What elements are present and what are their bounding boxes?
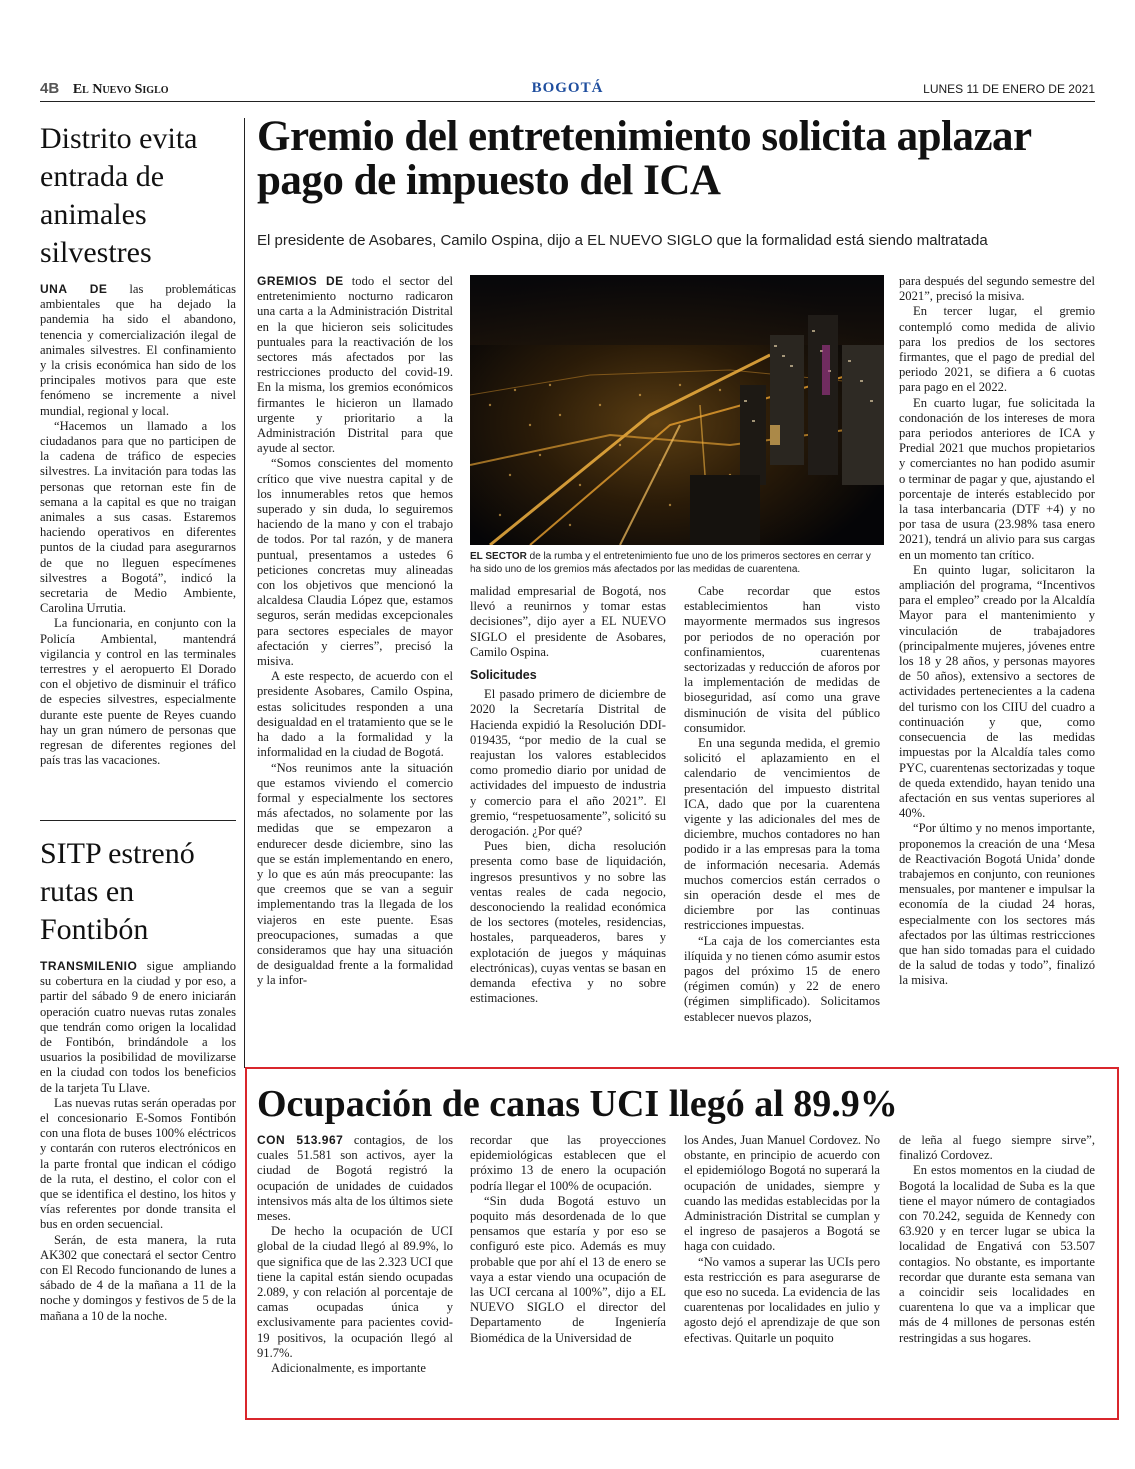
section-name: BOGOTÁ bbox=[531, 80, 604, 96]
main-paragraph: “Nos reunimos ante la situación que estamos viviendo el comercio formal y especialmente los sectores más afectados, no solamente por las medidas que se empezaron a endurecer desde diciembre, sino las que se están implementando en enero, y lo que es aún más preocupante: las que creemos que se van a seguir implementando tras la llegada de los viajeros en este puente. Esas preocupaciones, sumadas a que consideramos que hay una situación de desigualdad frente a la formalidad y la infor- bbox=[257, 760, 453, 988]
main-column-1 bbox=[257, 274, 453, 989]
uci-paragraph: de leña al fuego siempre sirve”, finalizó Cordovez. bbox=[899, 1133, 1095, 1163]
uci-paragraph: recordar que las proyecciones epidemiológicas establecen que el próximo 13 de enero la ocupación podría llegar el 100% de ocupación. bbox=[470, 1133, 666, 1193]
uci-paragraph: Adicionalmente, es importante bbox=[271, 1361, 426, 1376]
lead-in: TRANSMILENIO bbox=[40, 959, 138, 973]
side-story-title: SITP estrenó rutas en Fontibón bbox=[40, 837, 195, 946]
lead-in: GREMIOS DE bbox=[257, 274, 344, 288]
main-paragraph bbox=[257, 274, 453, 456]
issue-date: LUNES 11 DE ENERO DE 2021 bbox=[923, 82, 1095, 96]
side-story-paragraph: La funcionaria, en conjunto con la Policía Ambiental, mantendrá vigilancia y control en las terminales terrestres y el aeropuerto El Dorado con el objetivo de disminuir el tráfico de especies silvestres, especialmente durante este puente de Reyes cuando hay un gran número de personas que regresan de diferentes regiones del país tras las vacaciones. bbox=[40, 616, 236, 768]
uci-paragraph: De hecho la ocupación de UCI global de la ciudad llegó al 89.9%, lo que significa que de las 2.323 UCI que tiene la capital están siendo ocupadas 2.089, y con relación al porcentaje de camas ocupadas única y exclusivamente para pacientes covid-19 positivos, la ocupación llegó al 91.7%. bbox=[257, 1224, 453, 1360]
paragraph-text: todo el sector del entretenimiento nocturno radicaron una carta a la Administración Distrital en la que hicieron seis solicitudes puntuales para la reactivación de los sectores más afectados por las restricciones producto del covid-19. En la misma, los gremios económicos firmantes le hicieron un llamado urgente y prioritario a la Administración Distrital para que ayude al sector. bbox=[257, 274, 453, 456]
page-number: 4B bbox=[40, 80, 60, 97]
uci-column-2 bbox=[470, 1133, 666, 1346]
city-night-photo bbox=[470, 275, 884, 545]
side-story-paragraph: “Hacemos un llamado a los ciudadanos para que no participen de la cadena de tráfico de especies silvestres. La invitación para todas las personas que retornan este fin de semana a la capital es que no traigan animales a sus casas. Estaremos haciendo operativos en diferentes puntos de la ciudad para asegurarnos de que no lleguen especímenes silvestres a Bogotá”, indicó la secretaria de Medio Ambiente, Carolina Urrutia. bbox=[40, 418, 236, 616]
section-divider bbox=[40, 820, 236, 821]
main-paragraph: para después del segundo semestre del 2021”, precisó la misiva. bbox=[899, 274, 1095, 304]
city-night-illustration bbox=[470, 275, 884, 545]
main-column-2 bbox=[470, 584, 666, 1006]
photo-caption bbox=[470, 550, 884, 576]
subhead-solicitudes: Solicitudes bbox=[470, 668, 537, 683]
side-story-paragraph: Serán, de esta manera, la ruta AK302 que conectará el sector Centro con El Recodo funcionando de lunes a sábado de 4 de la mañana a 11 de la noche y domingos y festivos de 5 de la mañana a 10 de la noche. bbox=[40, 1232, 236, 1323]
main-paragraph: El pasado primero de diciembre de 2020 la Secretaría Distrital de Hacienda expidió la Resolución DDI-019435, “por medio de la cual se reajustan los valores establecidos como promedio diario por unidad de actividades del impuesto de industria y comercio para el año 2021”. El gremio, “respetuosamente”, solicitó su derogación. ¿Por qué? bbox=[470, 687, 666, 839]
side-story-animals bbox=[40, 120, 236, 769]
lead-in: UNA DE bbox=[40, 282, 108, 296]
column-divider bbox=[244, 118, 245, 1068]
side-story-title: Distrito evita entrada de animales silvestres bbox=[40, 122, 198, 269]
main-paragraph: En quinto lugar, solicitaron la ampliación del programa, “Incentivos para el empleo” creado por la Alcaldía Mayor para el mantenimiento y vinculación de trabajadores (principalmente mujeres, jóvenes entre los 18 y 28 años, y personas mayores de 50 años), extensivo a sectores de actividades pertenecientes a la cadena del turismo con los CIIU del cuadro a continuación y que, como consecuencia de las medidas impuestas por la Alcaldía tales como PYC, cuarentenas sectorizadas y toque de queda extendido, hayan tenido una afectación en sus ventas superiores al 40%. bbox=[899, 562, 1095, 821]
main-headline: Gremio del entretenimiento solicita aplazar pago de impuesto del ICA bbox=[257, 113, 1031, 204]
main-paragraph: Pues bien, dicha resolución presenta como base de liquidación, ingresos presuntivos y no sobre las ventas reales de cada negocio, desconociendo la realidad económica de los sectores (moteles, residencias, hostales, parqueaderos, bares y explotación de juegos y máquinas electrónicas), cuyas ventas se basan en demanda efectiva y no sobre estimaciones. bbox=[470, 839, 666, 1006]
main-subheadline: El presidente de Asobares, Camilo Ospina, dijo a EL NUEVO SIGLO que la formalidad está siendo maltratada bbox=[257, 232, 988, 249]
paragraph-text: contagios, de los cuales 51.581 son activos, ayer la ciudad de Bogotá registró la ocupación de unidades de cuidados intensivos más alta de los últimos siete meses. bbox=[257, 1133, 453, 1224]
caption-text: de la rumba y el entretenimiento fue uno de los primeros sectores en cerrar y ha sido uno de los gremios más afectados por las medidas de cuarentena. bbox=[470, 551, 871, 575]
uci-column-3 bbox=[684, 1133, 880, 1346]
main-paragraph: malidad empresarial de Bogotá, nos llevó a reunirnos y tomar estas decisiones”, dijo ayer a EL NUEVO SIGLO el presidente de Asobares, Camilo Ospina. bbox=[470, 584, 666, 659]
paragraph-text: las problemáticas ambientales que ha dejado la pandemia ha sido el abandono, tenencia y comercialización ilegal de animales silvestres. El confinamiento y la crisis económica han sido de los principales motivos para que este fenómeno se incremente a nivel mundial, regional y local. bbox=[40, 282, 236, 418]
main-paragraph: “Por último y no menos importante, proponemos la creación de una ‘Mesa de Reactivación Bogotá Unida’ donde trabajemos en conjunto, con reuniones mensuales, por mantener e impulsar la economía de la ciudad 24 horas, especialmente con los sectores más afectados por las últimas restricciones que han sido tomadas para el cuidado de la salud de todas y todo”, finalizó la misiva. bbox=[899, 821, 1095, 988]
uci-paragraph: “No vamos a superar las UCIs pero esta restricción es para asegurarse de que eso no suceda. La evidencia de las cuarentenas por localidades en julio y agosto dejó el aprendizaje de que son efectivas. Quitarle un poquito bbox=[684, 1254, 880, 1345]
side-story-paragraph: Las nuevas rutas serán operadas por el concesionario E-Somos Fontibón con una flota de buses 100% eléctricos y contarán con ruteros electrónicos en la parte frontal que indican el código de la ruta, el destino, el color con el que se identifica el destino, los hitos y vías referentes por donde transita el bus en orden secuencial. bbox=[40, 1095, 236, 1232]
main-paragraph: En tercer lugar, el gremio contempló como medida de alivio para los predios de los sectores firmantes, que el pago de predial del periodo 2021, se difiera a 6 cuotas para pago en el 2022. bbox=[899, 304, 1095, 395]
side-story-paragraph bbox=[40, 959, 236, 1096]
main-paragraph: “Somos conscientes del momento crítico que vive nuestra capital y de los innumerables retos que hemos superado y sin duda, lo seguiremos haciendo de la mano y con el trabajo de todos. Por tal razón, y de manera puntual, presentamos a ustedes 6 peticiones concretas muy alineadas con los objetivos que mencionó la alcaldesa Claudia López que, estamos seguros, serán medidas excepcionales para sectores especiales de mayor afectación y cierres”, precisó la misiva. bbox=[257, 456, 453, 669]
side-story-body bbox=[40, 959, 236, 1324]
uci-paragraph: los Andes, Juan Manuel Cordovez. No obstante, en principio de acuerdo con el epidemiólogo Bogotá no superará la ocupación de unidades, siempre y cuando las medidas establecidas por la Administración Distrital se cumplan y el ingreso de pasajeros a Bogotá se haga con cuidado. bbox=[684, 1133, 880, 1254]
main-column-4 bbox=[899, 274, 1095, 989]
caption-lead: EL SECTOR bbox=[470, 551, 527, 562]
main-paragraph: En cuarto lugar, fue solicitada la condonación de los intereses de mora para periodos anteriores de ICA y Predial 2021 que muchos propietarios y comerciantes no han podido asumir o terminar de pagar y que, ajustando el porcentaje de interés establecido por la tasa interbancaria (DTF +4) y no por tasa de usura (23.98% tasa enero 2021), tendrá un alivio para sus cargas en un momento tan crítico. bbox=[899, 395, 1095, 562]
main-paragraph: En una segunda medida, el gremio solicitó el aplazamiento en el calendario de vencimientos de presentación del impuesto distrital ICA, dado que por la cuarentena vigente y las adicionales del mes de diciembre, muchos contadores no han podido ir a las empresas para la toma de información necesaria. Además muchos comercios están cerrados o sin operación desde el mes de diciembre por las continuas restricciones impuestas. bbox=[684, 736, 880, 933]
uci-paragraph: En estos momentos en la ciudad de Bogotá la localidad de Suba es la que tiene el mayor número de contagiados con 70.242, seguida de Kennedy con 63.920 y en tercer lugar se ubica la localidad de Engativá con 53.507 contagios. No obstante, es importante recordar que durante esta semana van a coincidir seis localidades en cuarentena lo que va a implicar que más de 4 millones de personas estén restringidas a sus hogares. bbox=[899, 1163, 1095, 1345]
uci-paragraph bbox=[257, 1133, 453, 1224]
side-story-paragraph bbox=[40, 282, 236, 419]
main-paragraph: A este respecto, de acuerdo con el presidente Asobares, Camilo Ospina, estas solicitudes responden a una desigualdad en el tratamiento que se le ha dado a la formalidad y la informalidad en la ciudad de Bogotá. bbox=[257, 669, 453, 760]
lead-in: CON 513.967 bbox=[257, 1133, 344, 1147]
uci-paragraph: “Sin duda Bogotá estuvo un poquito más desordenada de lo que pensamos que estaría y por eso se configuró este pico. Además es muy probable que por ahí el 13 de enero se vaya a estar viendo una ocupación de las UCI cercana al 100%”, dijo a EL NUEVO SIGLO el director del Departamento de Ingeniería Biomédica de la Universidad de bbox=[470, 1193, 666, 1345]
uci-headline: Ocupación de canas UCI llegó al 89.9% bbox=[257, 1083, 898, 1125]
uci-column-4 bbox=[899, 1133, 1095, 1346]
main-paragraph: “La caja de los comerciantes esta ilíquida y no tienen cómo asumir estos pagos del próximo 15 de enero (régimen común) y 22 de enero (régimen simplificado). Solicitamos establecer nuevos plazos, bbox=[684, 933, 880, 1024]
side-story-body bbox=[40, 282, 236, 769]
publication-name: El Nuevo Siglo bbox=[72, 82, 169, 97]
main-column-3 bbox=[684, 584, 880, 1025]
uci-column-1 bbox=[257, 1133, 453, 1376]
side-story-sitp bbox=[40, 835, 236, 1324]
main-paragraph: Cabe recordar que estos establecimientos han visto mayormente mermados sus ingresos por periodos de no operación por confinamientos, cuarentenas sectorizadas y reducción de aforos por la implementación de medidas de bioseguridad, así como una grave disminución de visita del público consumidor. bbox=[684, 584, 880, 735]
page-header bbox=[40, 80, 1095, 102]
paragraph-text: sigue ampliando su cobertura en la ciudad y por eso, a partir del sábado 9 de enero iniciarán operación cuatro nuevas rutas zonales que tendrán como origen la localidad de Fontibón, brindándole a los usuarios la posibilidad de movilizarse en la ciudad con todos los beneficios de la tarjeta Tu Llave. bbox=[40, 959, 236, 1095]
